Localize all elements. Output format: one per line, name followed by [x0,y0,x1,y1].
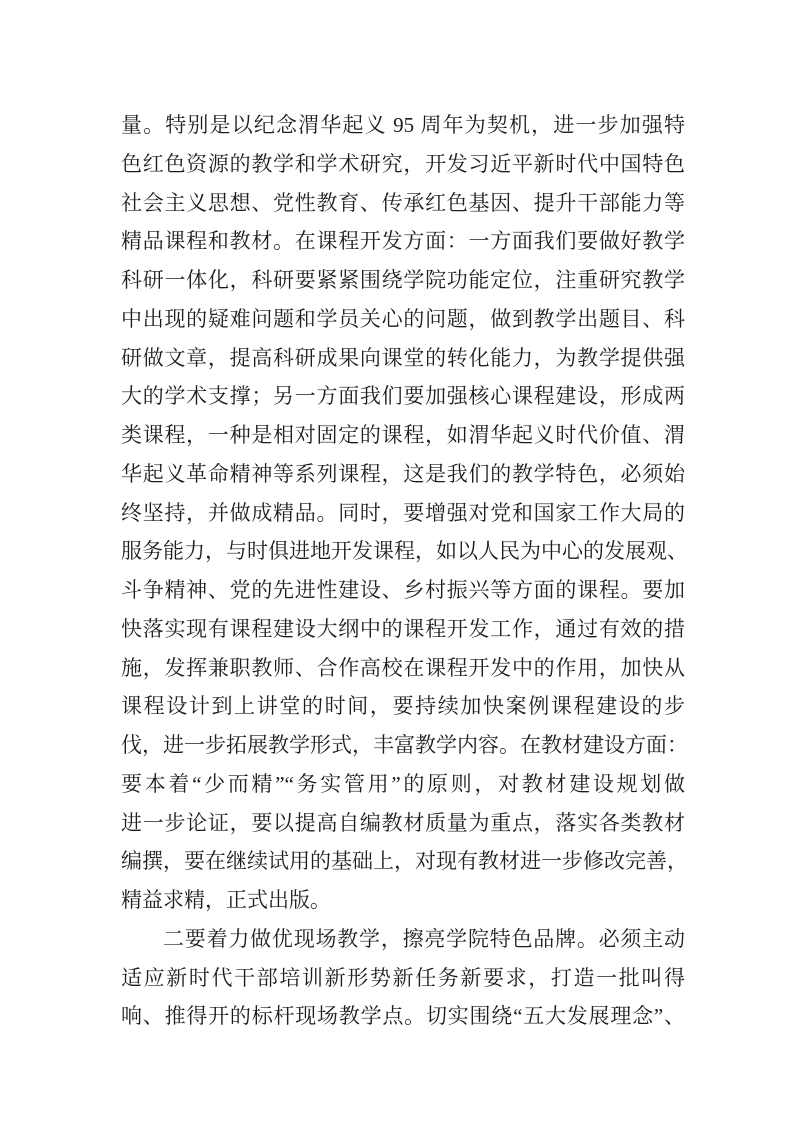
text-line: 进一步论证，要以提高自编教材质量为重点，落实各类教材 [121,810,685,835]
text-line: 中出现的疑难问题和学员关心的问题，做到教学出题目、科 [121,306,685,331]
text-line: 服务能力，与时俱进地开发课程，如以人民为中心的发展观、 [121,539,688,564]
text-line: 终坚持，并做成精品。同时，要增强对党和国家工作大局的 [121,500,685,525]
document-text [121,106,688,1036]
text-line: 快落实现有课程建设大纲中的课程开发工作，通过有效的措 [121,616,685,641]
text-line: 华起义革命精神等系列课程，这是我们的教学特色，必须始 [121,461,685,486]
text-line: 色红色资源的教学和学术研究，开发习近平新时代中国特色 [121,151,685,176]
text-line: 科研一体化，科研要紧紧围绕学院功能定位，注重研究教学 [121,268,685,292]
text-line: 量。特别是以纪念渭华起义 95 周年为契机，进一步加强特 [121,113,685,137]
text-line: 斗争精神、党的先进性建设、乡村振兴等方面的课程。要加 [121,578,685,602]
text-line: 编撰，要在继续试用的基础上，对现有教材进一步修改完善， [121,849,688,874]
text-line: 类课程，一种是相对固定的课程，如渭华起义时代价值、渭 [121,423,685,447]
text-line: 伐，进一步拓展教学形式，丰富教学内容。在教材建设方面： [121,733,688,757]
text-line: 精益求精，正式出版。 [121,888,331,912]
text-line: 施，发挥兼职教师、合作高校在课程开发中的作用，加快从 [121,655,685,680]
text-line: 精品课程和教材。在课程开发方面：一方面我们要做好教学 [121,229,685,254]
text-line: 二要着力做优现场教学，擦亮学院特色品牌。必须主动 [163,926,685,951]
text-line: 要本着“少而精”“务实管用”的原则，对教材建设规划做 [121,771,685,796]
text-line: 响、推得开的标杆现场教学点。切实围绕“五大发展理念”、 [121,1004,685,1029]
text-line: 研做文章，提高科研成果向课堂的转化能力，为教学提供强 [121,345,685,370]
text-line: 适应新时代干部培训新形势新任务新要求，打造一批叫得 [121,965,685,990]
text-line: 大的学术支撑；另一方面我们要加强核心课程建设，形成两 [121,384,685,409]
text-line: 社会主义思想、党性教育、传承红色基因、提升干部能力等 [121,190,685,215]
text-line: 课程设计到上讲堂的时间，要持续加快案例课程建设的步 [121,694,685,719]
